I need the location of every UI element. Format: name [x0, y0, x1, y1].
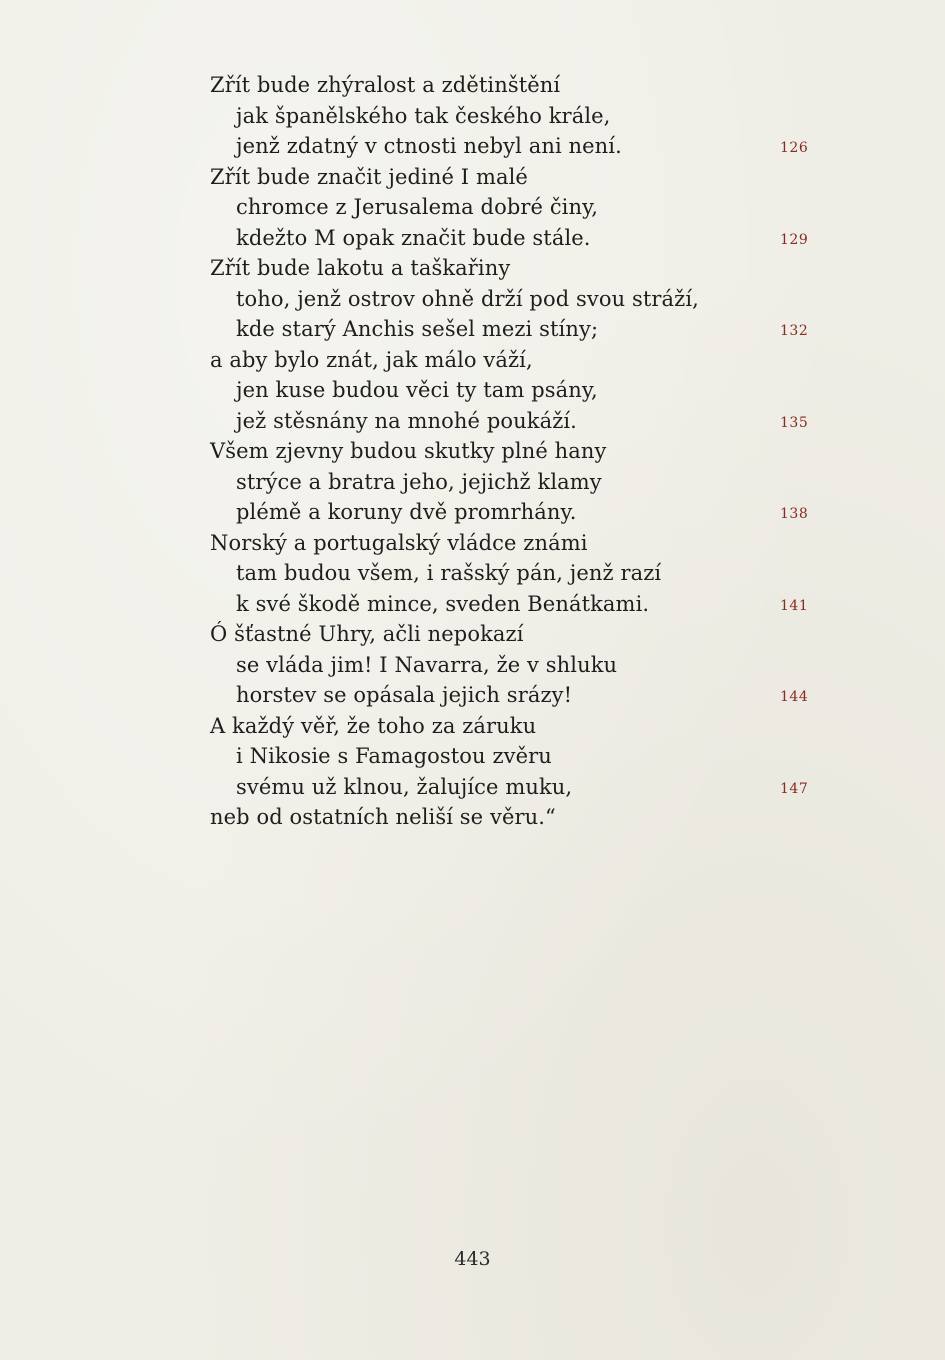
verse-text: Norský a portugalský vládce známi	[210, 530, 588, 555]
poem-line-22	[210, 711, 830, 742]
poem-line-13	[210, 436, 830, 467]
verse-text: Zřít bude značit jediné I malé	[210, 164, 528, 189]
line-number: 147	[780, 780, 809, 797]
verse-text: i Nikosie s Famagostou zvěru	[236, 744, 552, 768]
verse-text: jak španělského tak českého krále,	[236, 103, 611, 128]
verse-text: A každý věř, že toho za záruku	[210, 713, 537, 738]
verse-text: neb od ostatních neliší se věru.“	[210, 805, 556, 829]
verse-text: se vláda jim! I Navarra, že v shluku	[236, 652, 618, 677]
poem-line-1	[210, 70, 830, 101]
line-number: 141	[780, 597, 809, 614]
poem-line-9	[210, 314, 830, 345]
page-number: 443	[454, 1248, 491, 1270]
poem-line-7	[210, 253, 830, 284]
poem-line-12	[210, 406, 830, 437]
verse-text: jež stěsnány na mnohé poukáží.	[236, 408, 577, 433]
verse-text: Všem zjevny budou skutky plné hany	[210, 439, 607, 463]
line-number: 129	[780, 231, 809, 248]
verse-text: jenž zdatný v ctnosti nebyl ani není.	[236, 134, 622, 158]
poem-block	[210, 70, 830, 833]
verse-text: jen kuse budou věci ty tam psány,	[236, 378, 598, 402]
poem-line-17	[210, 558, 830, 589]
poem-line-23	[210, 741, 830, 772]
verse-text: svému už klnou, žalujíce muku,	[236, 774, 573, 799]
poem-line-3	[210, 131, 830, 162]
poem-line-5	[210, 192, 830, 223]
verse-text: Ó šťastné Uhry, ačli nepokazí	[210, 622, 524, 646]
poem-line-24	[210, 772, 830, 803]
verse-text: chromce z Jerusalema dobré činy,	[236, 195, 599, 219]
line-number: 144	[780, 689, 809, 705]
poem-line-19	[210, 619, 830, 650]
poem-line-14	[210, 467, 830, 498]
verse-text: horstev se opásala jejich srázy!	[236, 683, 573, 707]
verse-text: Zřít bude lakotu a taškařiny	[210, 256, 511, 280]
verse-text: kde starý Anchis sešel mezi stíny;	[236, 317, 599, 341]
verse-text: toho, jenž ostrov ohně drží pod svou stráží,	[236, 286, 699, 311]
poem-line-10	[210, 345, 830, 376]
line-number: 132	[780, 323, 809, 339]
line-number: 138	[780, 506, 809, 522]
verse-text: k své škodě mince, sveden Benátkami.	[236, 591, 650, 616]
verse-text: strýce a bratra jeho, jejichž klamy	[236, 469, 602, 494]
line-number: 135	[780, 414, 809, 431]
poem-line-4	[210, 162, 830, 193]
poem-line-18	[210, 589, 830, 620]
verse-text: a aby bylo znát, jak málo váží,	[210, 347, 533, 372]
poem-line-2	[210, 101, 830, 132]
poem-line-21	[210, 680, 830, 711]
poem-line-25	[210, 802, 830, 833]
verse-text: plémě a koruny dvě promrhány.	[236, 500, 577, 524]
verse-text: tam budou všem, i rašský pán, jenž razí	[236, 561, 662, 585]
poem-line-6	[210, 223, 830, 254]
poem-line-8	[210, 284, 830, 315]
verse-text: kdežto M opak značit bude stále.	[236, 225, 591, 250]
poem-line-11	[210, 375, 830, 406]
poem-line-15	[210, 497, 830, 528]
line-number: 126	[780, 140, 809, 156]
verse-text: Zřít bude zhýralost a zdětinštění	[210, 73, 561, 97]
poem-line-20	[210, 650, 830, 681]
poem-line-16	[210, 528, 830, 559]
